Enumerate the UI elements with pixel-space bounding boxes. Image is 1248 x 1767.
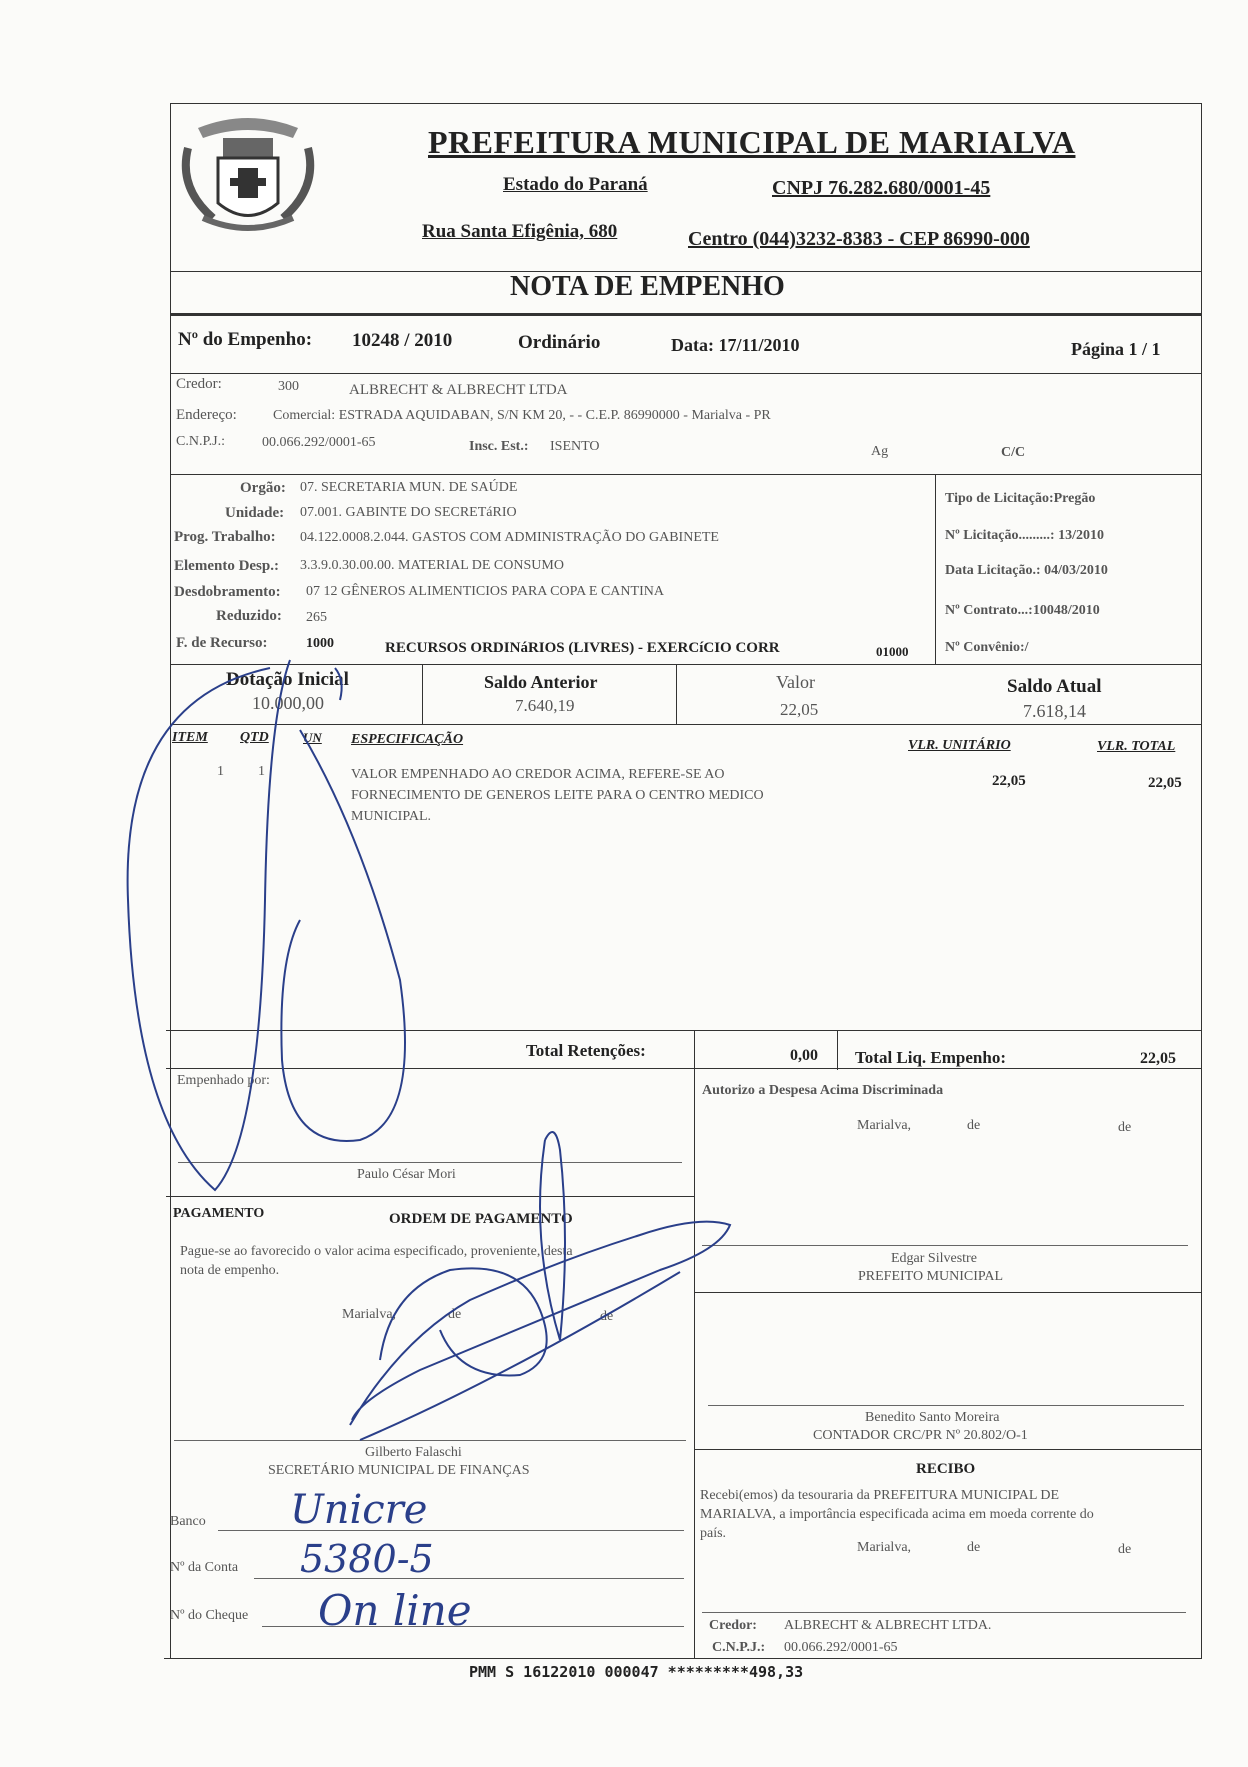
cheque-label: Nº do Cheque: [170, 1608, 249, 1623]
empenho-number-label: Nº do Empenho:: [178, 329, 313, 350]
saldo-atual-label: Saldo Atual: [1007, 676, 1102, 697]
recibo-text: MARIALVA, a importância especificada acima em moeda corrente do: [700, 1507, 1094, 1522]
cnpj-label: CNPJ 76.282.680/0001-45: [772, 177, 991, 199]
secretario-name: Gilberto Falaschi: [365, 1445, 462, 1460]
prog-label: Prog. Trabalho:: [174, 529, 276, 545]
pagamento-city: Marialva,: [342, 1307, 397, 1322]
liquido-label: Total Liq. Empenho:: [855, 1048, 1006, 1067]
credor-name: ALBRECHT & ALBRECHT LTDA: [349, 382, 568, 398]
credor-cnpj: 00.066.292/0001-65: [262, 435, 376, 450]
empenho-type: Ordinário: [518, 332, 601, 353]
saldo-atual-value: 7.618,14: [1023, 701, 1086, 721]
credor-address: Comercial: ESTRADA AQUIDABAN, S/N KM 20, - - C.E.P. 86990000 - Marialva - PR: [273, 408, 771, 423]
insc-value: ISENTO: [550, 439, 600, 454]
col-qtd: QTD: [240, 730, 269, 745]
dotacao-value: 10.000,00: [252, 693, 324, 713]
item-qtd: 1: [258, 764, 265, 779]
retencoes-value: 0,00: [790, 1047, 818, 1064]
recibo-credor-label: Credor:: [709, 1618, 757, 1633]
desdob-value: 07 12 GÊNEROS ALIMENTICIOS PARA COPA E CANTINA: [306, 584, 664, 599]
banco-handwritten: Unicre: [290, 1487, 428, 1533]
col-un: UN: [303, 730, 322, 745]
secretario-role: SECRETÁRIO MUNICIPAL DE FINANÇAS: [268, 1463, 530, 1478]
contact-label: Centro (044)3232-8383 - CEP 86990-000: [688, 228, 1030, 250]
autorizo-city: Marialva,: [857, 1118, 912, 1133]
prog-value: 04.122.0008.2.044. GASTOS COM ADMINISTRAÇÃO DO GABINETE: [300, 530, 719, 545]
dotacao-label: Dotação Inicial: [226, 669, 349, 690]
page-title: PREFEITURA MUNICIPAL DE MARIALVA: [428, 124, 1076, 160]
address-field-label: Endereço:: [176, 407, 237, 423]
saldo-anterior-value: 7.640,19: [515, 696, 575, 715]
licitacao-data: Data Licitação.: 04/03/2010: [945, 563, 1108, 578]
contador-name: Benedito Santo Moreira: [865, 1410, 1000, 1425]
credor-label: Credor:: [176, 376, 222, 392]
recibo-cnpj: 00.066.292/0001-65: [784, 1640, 898, 1655]
pagamento-de: de: [448, 1307, 462, 1322]
pagamento-text: nota de empenho.: [180, 1263, 280, 1278]
empenho-date: Data: 17/11/2010: [671, 335, 800, 355]
valor-label: Valor: [776, 672, 815, 692]
recibo-de: de: [1118, 1542, 1132, 1557]
prefeito-role: PREFEITO MUNICIPAL: [858, 1269, 1004, 1284]
licitacao-numero: Nº Licitação.........: 13/2010: [945, 528, 1104, 543]
cnpj-field-label: C.N.P.J.:: [176, 434, 226, 449]
conta-label: Nº da Conta: [170, 1560, 239, 1575]
reduzido-label: Reduzido:: [216, 608, 282, 624]
col-item: ITEM: [172, 730, 208, 745]
pagamento-de: de: [600, 1309, 614, 1324]
ordem-label: ORDEM DE PAGAMENTO: [389, 1211, 573, 1227]
prefeito-name: Edgar Silvestre: [891, 1251, 977, 1266]
credor-code: 300: [278, 379, 299, 394]
item-unit-value: 22,05: [992, 773, 1026, 789]
autorizo-de: de: [1118, 1120, 1132, 1135]
licitacao-contrato: Nº Contrato...:10048/2010: [945, 603, 1100, 618]
empenho-number: 10248 / 2010: [352, 330, 453, 351]
empenhado-label: Empenhado por:: [177, 1073, 270, 1088]
licitacao-convenio: Nº Convênio:/: [945, 640, 1029, 655]
item-desc-line: FORNECIMENTO DE GENEROS LEITE PARA O CENTRO MEDICO: [351, 788, 764, 803]
cheque-handwritten: On line: [318, 1586, 472, 1635]
item-desc-line: MUNICIPAL.: [351, 809, 431, 824]
recibo-city: Marialva,: [857, 1540, 912, 1555]
contador-role: CONTADOR CRC/PR Nº 20.802/O-1: [813, 1428, 1028, 1443]
liquido-value: 22,05: [1140, 1050, 1176, 1067]
recurso-label: F. de Recurso:: [176, 635, 268, 651]
ag-label: Ag: [871, 444, 889, 459]
orgao-value: 07. SECRETARIA MUN. DE SAÚDE: [300, 480, 518, 495]
document-title: NOTA DE EMPENHO: [510, 271, 785, 302]
recibo-credor: ALBRECHT & ALBRECHT LTDA.: [784, 1618, 992, 1633]
footer-stamp: PMM S 16122010 000047 *********498,33: [469, 1663, 804, 1681]
reduzido-value: 265: [306, 610, 327, 625]
item-number: 1: [217, 764, 224, 779]
insc-label: Insc. Est.:: [469, 439, 529, 454]
address-label: Rua Santa Efigênia, 680: [422, 221, 618, 242]
valor-value: 22,05: [780, 700, 819, 719]
recibo-cnpj-label: C.N.P.J.:: [712, 1640, 766, 1655]
item-desc-line: VALOR EMPENHADO AO CREDOR ACIMA, REFERE-SE AO: [351, 767, 725, 782]
orgao-label: Orgão:: [240, 480, 286, 496]
col-vlr-total: VLR. TOTAL: [1097, 739, 1176, 754]
saldo-anterior-label: Saldo Anterior: [484, 672, 598, 692]
pagamento-text: Pague-se ao favorecido o valor acima especificado, proveniente, desta: [180, 1244, 573, 1259]
recibo-de: de: [967, 1540, 981, 1555]
recurso-code: 01000: [876, 644, 909, 659]
item-total-value: 22,05: [1148, 775, 1182, 791]
autorizo-label: Autorizo a Despesa Acima Discriminada: [702, 1083, 944, 1098]
banco-label: Banco: [170, 1514, 206, 1529]
recibo-label: RECIBO: [916, 1461, 976, 1477]
col-vlr-unit: VLR. UNITÁRIO: [908, 738, 1011, 753]
recurso-number: 1000: [306, 636, 334, 651]
desdob-label: Desdobramento:: [174, 584, 281, 600]
empenhado-name: Paulo César Mori: [357, 1167, 456, 1182]
retencoes-label: Total Retenções:: [526, 1041, 646, 1060]
autorizo-de: de: [967, 1118, 981, 1133]
cc-label: C/C: [1001, 445, 1026, 460]
page-number: Página 1 / 1: [1071, 339, 1161, 359]
conta-handwritten: 5380-5: [300, 1537, 434, 1581]
recibo-text: Recebi(emos) da tesouraria da PREFEITURA MUNICIPAL DE: [700, 1488, 1060, 1503]
recibo-text: país.: [700, 1526, 727, 1541]
pagamento-label: PAGAMENTO: [173, 1206, 265, 1221]
licitacao-tipo: Tipo de Licitação:Pregão: [945, 491, 1096, 506]
elemento-label: Elemento Desp.:: [174, 558, 279, 574]
state-label: Estado do Paraná: [503, 174, 648, 195]
unidade-label: Unidade:: [225, 505, 285, 521]
recurso-desc: RECURSOS ORDINáRIOS (LIVRES) - EXERCíCIO CORR: [385, 640, 780, 656]
col-espec: ESPECIFICAÇÃO: [351, 732, 464, 747]
elemento-value: 3.3.9.0.30.00.00. MATERIAL DE CONSUMO: [300, 558, 564, 573]
unidade-value: 07.001. GABINTE DO SECRETáRIO: [300, 505, 517, 520]
